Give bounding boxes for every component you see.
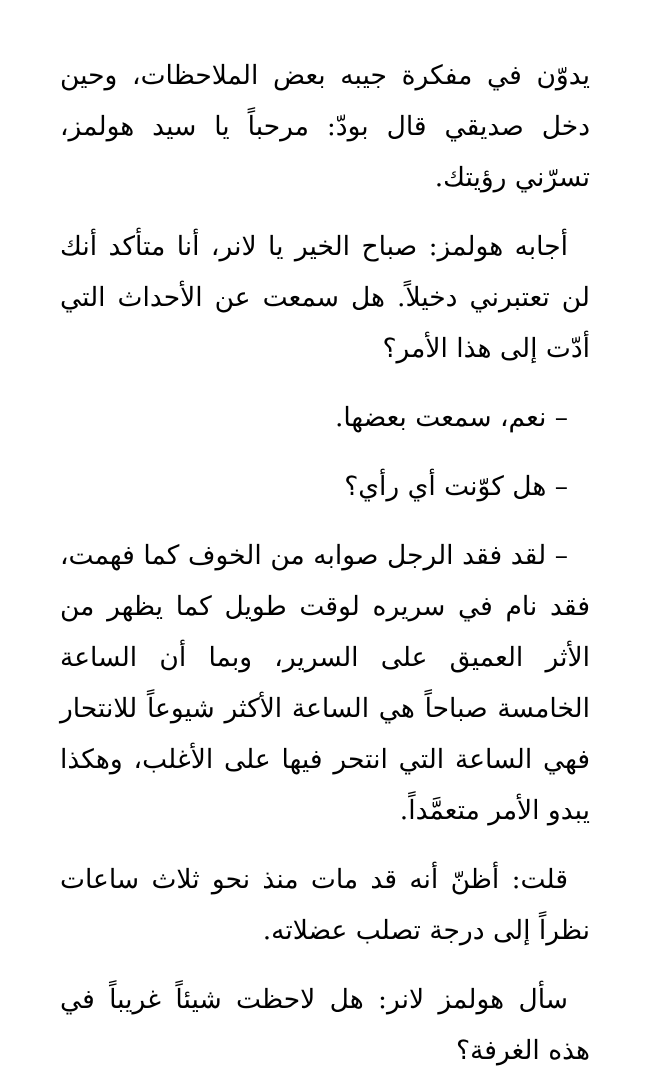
paragraph-gap: [60, 443, 590, 461]
paragraph-gap: [60, 374, 590, 392]
document-page: [60, 50, 590, 1076]
paragraph-holmes-greeting: أجابه هولمز: صباح الخير يا لانر، أنا متأكد أنك لن تعتبرني دخيلاً. هل سمعت عن الأحداث التي أدّت إلى هذا الأمر؟: [60, 231, 590, 364]
dialogue-line-explanation: – لقد فقد الرجل صوابه من الخوف كما فهمت، فقد نام في سريره لوقت طويل كما يظهر من الأثر العميق على السرير، وبما أن الساعة الخامسة صباحاً هي الساعة الأكثر شيوعاً للانتحار فهي الساعة التي انتحر فيها على الأغلب، وهكذا يبدو الأمر متعمَّداً.: [60, 540, 590, 826]
paragraph-holmes-asked: سأل هولمز لانر: هل لاحظت شيئاً غريباً في هذه الغرفة؟: [60, 984, 590, 1066]
paragraph-gap: [60, 203, 590, 221]
dialogue-line-heard-some: – نعم، سمعت بعضها.: [334, 402, 568, 433]
paragraph-i-said: قلت: أظنّ أنه قد مات منذ نحو ثلاث ساعات نظراً إلى درجة تصلب عضلاته.: [60, 864, 590, 946]
paragraph-gap: [60, 512, 590, 530]
paragraph-opening: يدوّن في مفكرة جيبه بعض الملاحظات، وحين دخل صديقي قال بودّ: مرحباً يا سيد هولمز، تسرّني رؤيتك.: [60, 60, 590, 193]
paragraph-gap: [60, 956, 590, 974]
paragraph-gap: [60, 836, 590, 854]
dialogue-line-opinion-question: – هل كوّنت أي رأي؟: [344, 471, 568, 502]
